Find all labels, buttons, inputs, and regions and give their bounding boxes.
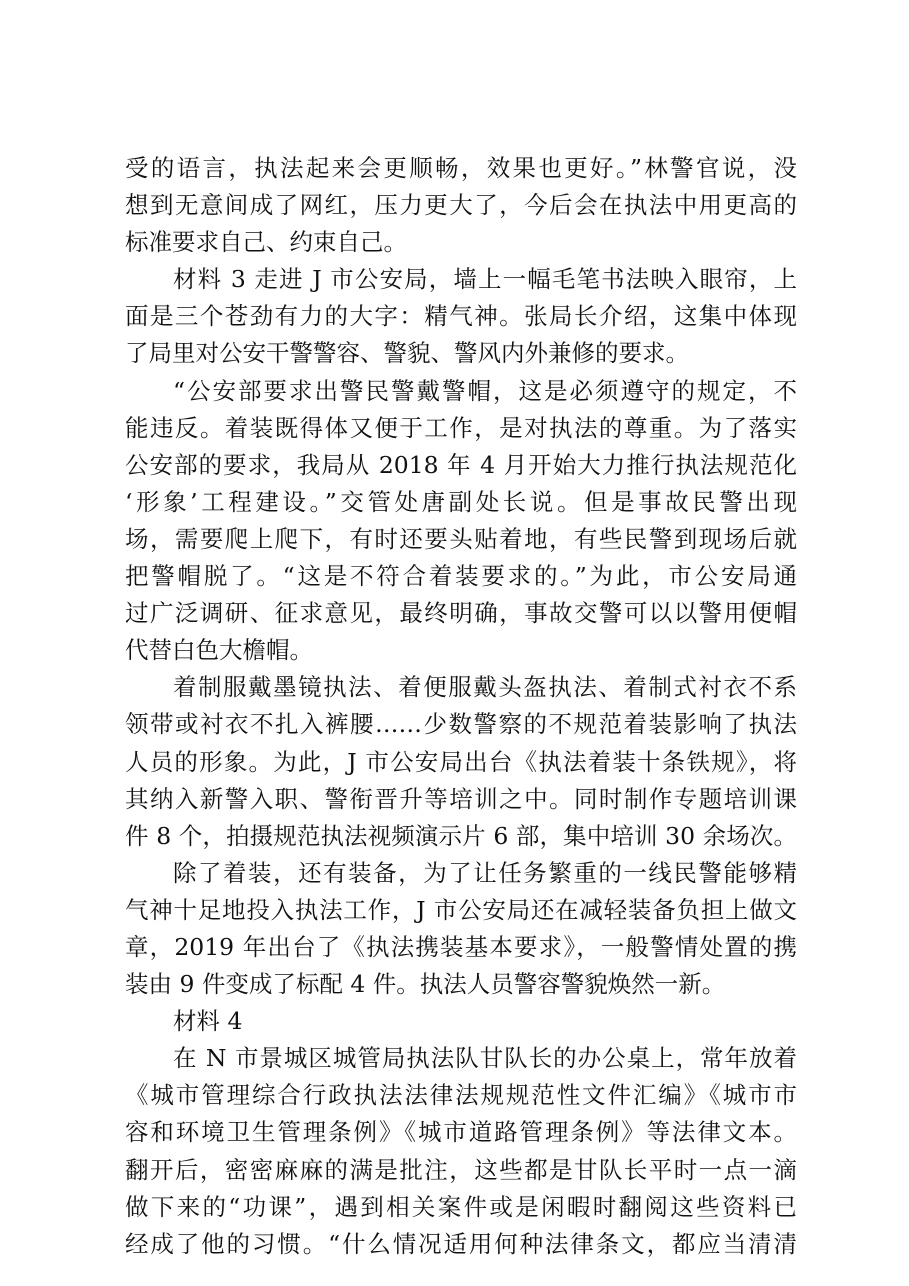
- text-line: 场，需要爬上爬下，有时还要头贴着地，有些民警到现场后就: [125, 524, 797, 553]
- text-line: 能违反。着装既得体又便于工作，是对执法的尊重。为了落实: [125, 413, 797, 442]
- text-line: 气神十足地投入执法工作，J 市公安局还在减轻装备负担上做文: [125, 895, 797, 924]
- text-line: 代替白色大檐帽。: [125, 636, 313, 665]
- text-line: 《城市管理综合行政执法法律法规规范性文件汇编》《城市市: [125, 1081, 797, 1110]
- text-line: 过广泛调研、征求意见，最终明确，事故交警可以以警用便帽: [125, 599, 797, 628]
- text-line: 做下来的“功课”，遇到相关案件或是闲暇时翻阅这些资料已: [125, 1192, 797, 1221]
- text-line: 领带或衬衣不扎入裤腰……少数警察的不规范着装影响了执法: [125, 710, 797, 739]
- text-line: ‘形象’工程建设。”交管处唐副处长说。但是事故民警出现: [125, 487, 797, 516]
- text-line: 想到无意间成了网红，压力更大了，今后会在执法中用更高的: [125, 191, 797, 220]
- text-line: 章，2019 年出台了《执法携装基本要求》，一般警情处置的携: [125, 932, 797, 961]
- document-page: [125, 150, 797, 1263]
- paragraph-first-line: 着制服戴墨镜执法、着便服戴头盔执法、着制式衬衣不系: [173, 673, 797, 702]
- text-line: 把警帽脱了。“这是不符合着装要求的。”为此，市公安局通: [125, 562, 797, 591]
- paragraph-first-line: 材料 4: [173, 1007, 243, 1036]
- text-line: 装由 9 件变成了标配 4 件。执法人员警容警貌焕然一新。: [125, 970, 726, 999]
- text-line: 公安部的要求，我局从 2018 年 4 月开始大力推行执法规范化: [125, 450, 797, 479]
- paragraph-first-line: 材料 3 走进 J 市公安局，墙上一幅毛笔书法映入眼帘，上: [173, 265, 797, 294]
- text-line: 经成了他的习惯。“什么情况适用何种法律条文，都应当清清: [125, 1229, 797, 1258]
- text-line: 受的语言，执法起来会更顺畅，效果也更好。”林警官说，没: [125, 154, 797, 182]
- paragraph-first-line: “公安部要求出警民警戴警帽，这是必须遵守的规定，不: [173, 376, 797, 405]
- text-line: 标准要求自己、约束自己。: [125, 228, 407, 257]
- text-line: 面是三个苍劲有力的大字：精气神。张局长介绍，这集中体现: [125, 302, 797, 331]
- text-line: 翻开后，密密麻麻的满是批注，这些都是甘队长平时一点一滴: [125, 1155, 797, 1184]
- text-line: 件 8 个，拍摄规范执法视频演示片 6 部，集中培训 30 余场次。: [125, 821, 797, 850]
- text-line: 了局里对公安干警警容、警貌、警风内外兼修的要求。: [125, 339, 689, 368]
- text-line: 其纳入新警入职、警衔晋升等培训之中。同时制作专题培训课: [125, 784, 797, 813]
- text-line: 人员的形象。为此，J 市公安局出台《执法着装十条铁规》，将: [125, 747, 797, 776]
- paragraph-first-line: 在 N 市景城区城管局执法队甘队长的办公桌上，常年放着: [173, 1044, 797, 1073]
- text-line: 容和环境卫生管理条例》《城市道路管理条例》等法律文本。: [125, 1118, 797, 1147]
- paragraph-first-line: 除了着装，还有装备，为了让任务繁重的一线民警能够精: [173, 858, 797, 887]
